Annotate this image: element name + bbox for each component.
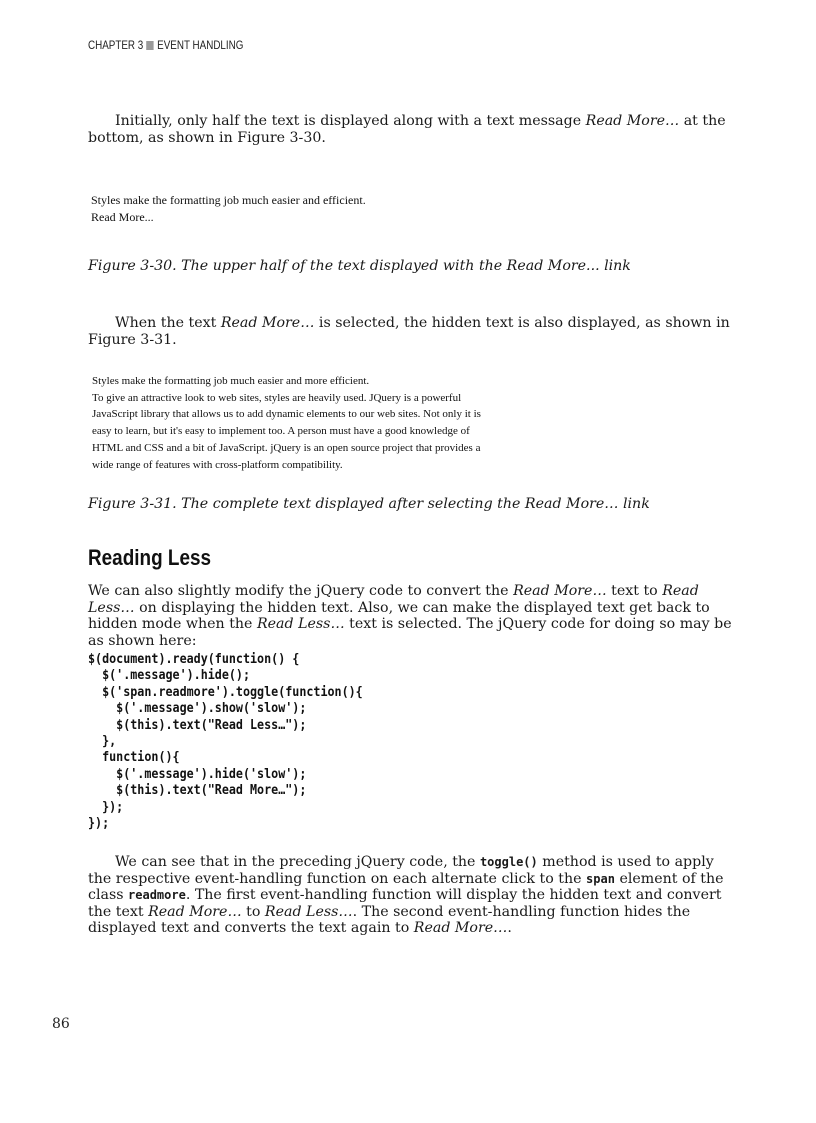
section-heading: Reading Less [88,545,212,570]
figure-text-line: Styles make the formatting job much easier and more efficient. [92,375,370,387]
figure-text-line: HTML and CSS and a bit of JavaScript. jQuery is an open source project that provides a [92,441,481,454]
text: When the text [115,315,221,331]
figure-3-31-screenshot [92,373,481,473]
square-icon [147,41,154,50]
italic-text: Read More… [413,920,508,936]
figure-3-30-screenshot [91,192,366,225]
italic-text: Read Less… [264,903,353,920]
inline-code: span [586,871,615,886]
paragraph-intro [88,113,732,146]
inline-code: toggle() [479,855,538,869]
running-head [88,38,243,52]
text: method is used to apply the respective event-handling function on each alternate click to the [88,854,714,887]
text: . The first event-handling function will display the hidden text and convert the text [88,887,722,920]
read-more-link[interactable]: Read More... [91,209,154,224]
italic-text: Read More… [585,113,680,129]
figure-text-line: easy to learn, but it's easy to implement too. A person must have a good knowledge of [92,425,470,438]
text: . [507,920,512,936]
text: We can also slightly modify the jQuery code to convert the [88,583,514,599]
italic-text: Read Less… [88,583,699,616]
figure-text-line: wide range of features with cross-platform compatibility. [92,458,343,471]
text: at the bottom, as shown in Figure 3-30. [88,113,726,146]
figure-text-line: Styles make the formatting job much easier and efficient. [91,193,366,207]
italic-text: Read More… [148,903,242,920]
italic-text: Read Less… [256,616,345,632]
text: We can see that in the preceding jQuery code, the [115,854,480,870]
paragraph-reading-less [88,583,732,649]
text: on displaying the hidden text. Also, we can make the displayed text get back to hidden mode when the [88,599,710,632]
page-number: 86 [52,1016,70,1032]
text: element of the class [88,870,724,903]
paragraph-explanation [88,854,732,937]
text: is selected, the hidden text is also displayed, as shown in Figure 3-31. [88,315,730,348]
italic-text: Read More… [513,583,607,599]
text: . The second event-handling function hides the displayed text and converts the text again to [88,903,691,936]
text: text to [606,583,663,599]
code-block: $(document).ready(function() { $('.message').hide(); $('span.readmore').toggle(function(){ $('.message').show('slow'); $(this).text("Read Less…"); }, function(){ $('.message').hide('slow'); $(this).text("Read More…"); }); }); [88,652,363,832]
text: text is selected. The jQuery code for doing so may be as shown here: [88,616,732,649]
text: Initially, only half the text is displayed along with a text message [115,113,586,129]
paragraph-selected [88,315,732,348]
figure-text-line: JavaScript library that allows us to add dynamic elements to our web sites. Not only it is [92,408,481,421]
running-head-chapter: CHAPTER 3 [88,38,144,52]
italic-text: Read More… [220,315,315,331]
figure-3-31-caption: Figure 3-31. The complete text displayed after selecting the Read More… link [88,496,650,512]
figure-3-30-caption: Figure 3-30. The upper half of the text displayed with the Read More... link [88,258,631,274]
inline-code: readmore [128,888,186,902]
text: to [241,903,265,920]
figure-text-line: To give an attractive look to web sites, styles are heavily used. JQuery is a powerful [92,391,462,404]
running-head-title: EVENT HANDLING [157,38,244,52]
